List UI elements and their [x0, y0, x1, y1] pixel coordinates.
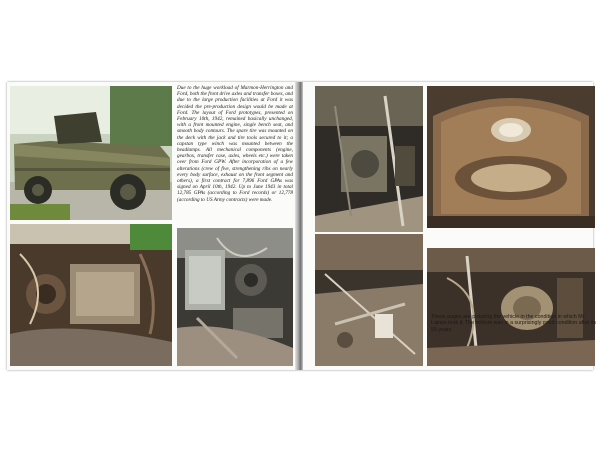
photo-spare-tire-well	[427, 86, 595, 228]
interior-steering-image	[315, 86, 423, 232]
spare-tire-well-image	[427, 86, 595, 228]
book-spread	[7, 82, 597, 370]
photo-vehicle-side	[10, 86, 172, 220]
photo-caption: These pages are picturing the vehicle in the condition in which Mr. Lainox took it. The vehicle was in a surprisingly good condition after its 55 years.	[431, 314, 597, 333]
dashboard-wiring-image	[427, 248, 595, 366]
floor-levers-image	[315, 234, 423, 366]
engine-compartment-image	[10, 224, 172, 366]
photo-engine-closeup	[177, 228, 293, 366]
left-page	[7, 82, 297, 370]
photo-dashboard-wiring	[427, 248, 595, 366]
photo-interior-steering	[315, 86, 423, 232]
engine-closeup-image	[177, 228, 293, 366]
article-body-text: Due to the huge workload of Marmon-Herrington and Ford, both the front drive axles and transfer boxes, and due to the large production facilities at Ford it was decided the pre-production design would be made at Ford. The layout of Ford prototypes, presented on February 10th, 1942, remained basically unchanged, with a front mounted engine, single bench seat, and smooth body contours. The spare tire was mounted on the deck with the jack and tire tools secured to it; a capstan type winch was mounted between the headlamps. All mechanical components (engine, gearbox, transfer case, axles, wheels etc.) were taken over from Ford GPW. After incorporation of a few alterations (crew of five, strengthening ribs on nearly every body surface, exhaust on the front segment and others), a first contract for 7,896 Ford GPAs was signed on April 10th, 1942. Up to June 1943 in total 12,785 GPAs (according to Ford records) or 12,778 (according to US Army contracts) were made.	[177, 85, 293, 203]
photo-floor-levers	[315, 234, 423, 366]
photo-engine-compartment	[10, 224, 172, 366]
vehicle-side-image	[10, 86, 172, 220]
